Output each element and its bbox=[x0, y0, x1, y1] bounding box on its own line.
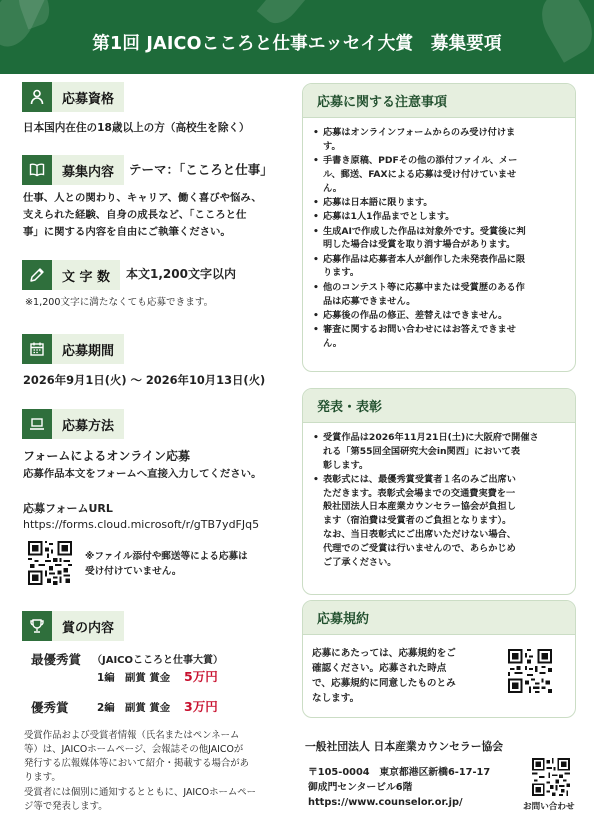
grand-prize-extra: 副賞 賞金 bbox=[125, 672, 171, 684]
rules-text-line: 確認ください。応募された時点 bbox=[312, 663, 447, 674]
notes-item: • 応募は日本語に限ります。 bbox=[323, 196, 563, 210]
announce-list bbox=[303, 423, 575, 569]
content-desc-line: 事」に関する内容を自由にご執筆ください。 bbox=[23, 226, 231, 238]
qr-note-line: ※ファイル添付や郵送等による応募は bbox=[85, 551, 248, 562]
notes-panel bbox=[302, 83, 576, 372]
page-title: 第1回 JAICOこころと仕事エッセイ大賞 募集要項 bbox=[92, 34, 502, 54]
trophy-icon bbox=[22, 611, 52, 641]
notes-list bbox=[303, 118, 575, 351]
notes-item: • 手書き原稿、PDFその他の添付ファイル、メー ル、郵送、FAXによる応募は受け付けていませ ん。 bbox=[323, 154, 563, 195]
excellent-prize-extra: 副賞 賞金 bbox=[125, 702, 171, 714]
rules-text-line: 応募にあたっては、応募規約をご bbox=[312, 648, 456, 659]
footer-note-line: ります。 bbox=[24, 772, 61, 783]
org-url[interactable]: https://www.counselor.or.jp/ bbox=[308, 797, 463, 808]
footer-note-line: 等）は、JAICOホームページ、会報誌その他JAICOが bbox=[24, 744, 244, 755]
calendar-icon bbox=[22, 334, 52, 364]
leaf-decoration bbox=[257, 0, 310, 30]
qr-code-icon[interactable] bbox=[532, 758, 570, 796]
form-url-label: 応募フォームURL bbox=[23, 502, 113, 515]
notes-item: • 応募は1人1作品までとします。 bbox=[323, 210, 563, 224]
contact-label[interactable]: お問い合わせ bbox=[523, 802, 575, 812]
footer-note-line: 受賞者には個別に通知するとともに、JAICOホームペー bbox=[24, 787, 256, 798]
grand-prize-count: 1編 bbox=[97, 672, 115, 684]
prizes-heading-label: 賞の内容 bbox=[62, 620, 115, 636]
rules-text-line: なします。 bbox=[312, 693, 360, 704]
notes-item: • 応募後の作品の修正、差替えはできません。 bbox=[323, 309, 563, 323]
person-icon bbox=[22, 82, 52, 112]
eligibility-heading-label: 応募資格 bbox=[62, 91, 115, 107]
content-desc-line: 仕事、人との関わり、キャリア、働く喜びや悩み、 bbox=[23, 192, 262, 204]
notes-heading: 応募に関する注意事項 bbox=[303, 84, 575, 118]
eligibility-heading bbox=[22, 82, 124, 112]
qr-code-icon[interactable] bbox=[508, 649, 552, 693]
footer-note-line: 発行する広報媒体等において紹介・掲載する場合があ bbox=[24, 758, 250, 769]
grand-prize-amount: 5万円 bbox=[184, 669, 218, 684]
method-heading bbox=[22, 409, 124, 439]
content-heading-label: 募集内容 bbox=[62, 164, 115, 180]
grand-prize-name: 最優秀賞 bbox=[31, 652, 82, 667]
excellent-prize-name: 優秀賞 bbox=[31, 700, 69, 715]
org-name: 一般社団法人 日本産業カウンセラー協会 bbox=[305, 740, 504, 753]
length-heading bbox=[22, 260, 120, 290]
footer-note-line: ジ等で発表します。 bbox=[24, 801, 108, 812]
announce-item: • 受賞作品は2026年11月21日(土)に大阪府で開催さ れる「第55回全国研究大会in関西」において表 彰します。 bbox=[323, 431, 563, 472]
header-banner bbox=[0, 0, 594, 74]
period-dates: 2026年9月1日(火) 〜 2026年10月13日(火) bbox=[23, 373, 266, 387]
org-postal: 〒105-0004 東京都港区新橋6-17-17 bbox=[308, 767, 491, 778]
length-heading-label: 文 字 数 bbox=[62, 269, 111, 285]
content-heading bbox=[22, 155, 124, 185]
length-limit: 本文1,200文字以内 bbox=[126, 267, 236, 281]
content-theme: テーマ：「こころと仕事」 bbox=[129, 162, 273, 177]
notes-item: • 応募はオンラインフォームからのみ受け付けま す。 bbox=[323, 126, 563, 154]
qr-code-icon[interactable] bbox=[28, 541, 72, 585]
rules-heading: 応募規約 bbox=[303, 601, 575, 635]
footer-note-line: 受賞作品および受賞者情報（氏名またはペンネーム bbox=[24, 730, 240, 741]
notes-item: • 生成AIで作成した作品は対象外です。受賞後に判 明した場合は受賞を取り消す場合があります。 bbox=[323, 225, 563, 253]
content-desc-line: 支えられた経験、自身の成長など、「こころと仕 bbox=[23, 209, 247, 221]
notes-item: • 応募作品は応募者本人が創作した未発表作品に限 ります。 bbox=[323, 253, 563, 281]
announce-panel bbox=[302, 388, 576, 595]
prizes-heading bbox=[22, 611, 124, 641]
form-url-link[interactable]: https://forms.cloud.microsoft/r/gTB7ydFJq5 bbox=[23, 518, 260, 531]
pencil-icon bbox=[22, 260, 52, 290]
method-heading-label: 応募方法 bbox=[62, 418, 115, 434]
length-note: ※1,200文字に満たなくても応募できます。 bbox=[25, 297, 214, 308]
laptop-icon bbox=[22, 409, 52, 439]
qr-note-line: 受け付けていません。 bbox=[85, 566, 182, 577]
method-sub: 応募作品本文をフォームへ直接入力してください。 bbox=[23, 468, 262, 480]
excellent-prize-count: 2編 bbox=[97, 702, 115, 714]
grand-prize-sub: （JAICOこころと仕事大賞） bbox=[92, 655, 224, 666]
announce-item: • 表彰式には、最優秀賞受賞者１名のみご出席い ただきます。表彰式会場までの交通費実費を一 般社団法人日本産業カウンセラー協会が負担し ます（宿泊費は受賞者のご負担となります）。 なお、当日表彰式にご出席いただけない場合、 代理でのご受賞は行いませんので、あらかじめ ご了承ください。 bbox=[323, 473, 563, 570]
rules-text-line: で、応募規約に同意したものとみ bbox=[312, 678, 456, 689]
eligibility-text: 日本国内在住の18歳以上の方（高校生を除く） bbox=[23, 122, 250, 134]
period-heading-label: 応募期間 bbox=[62, 343, 115, 359]
notes-item: • 他のコンテスト等に応募中または受賞歴のある作 品は応募できません。 bbox=[323, 281, 563, 309]
notes-item: • 審査に関するお問い合わせにはお答えできませ ん。 bbox=[323, 323, 563, 351]
method-main: フォームによるオンライン応募 bbox=[23, 449, 191, 463]
period-heading bbox=[22, 334, 124, 364]
announce-heading: 発表・表彰 bbox=[303, 389, 575, 423]
org-building: 御成門センタービル6階 bbox=[308, 782, 413, 793]
excellent-prize-amount: 3万円 bbox=[184, 699, 218, 714]
book-icon bbox=[22, 155, 52, 185]
